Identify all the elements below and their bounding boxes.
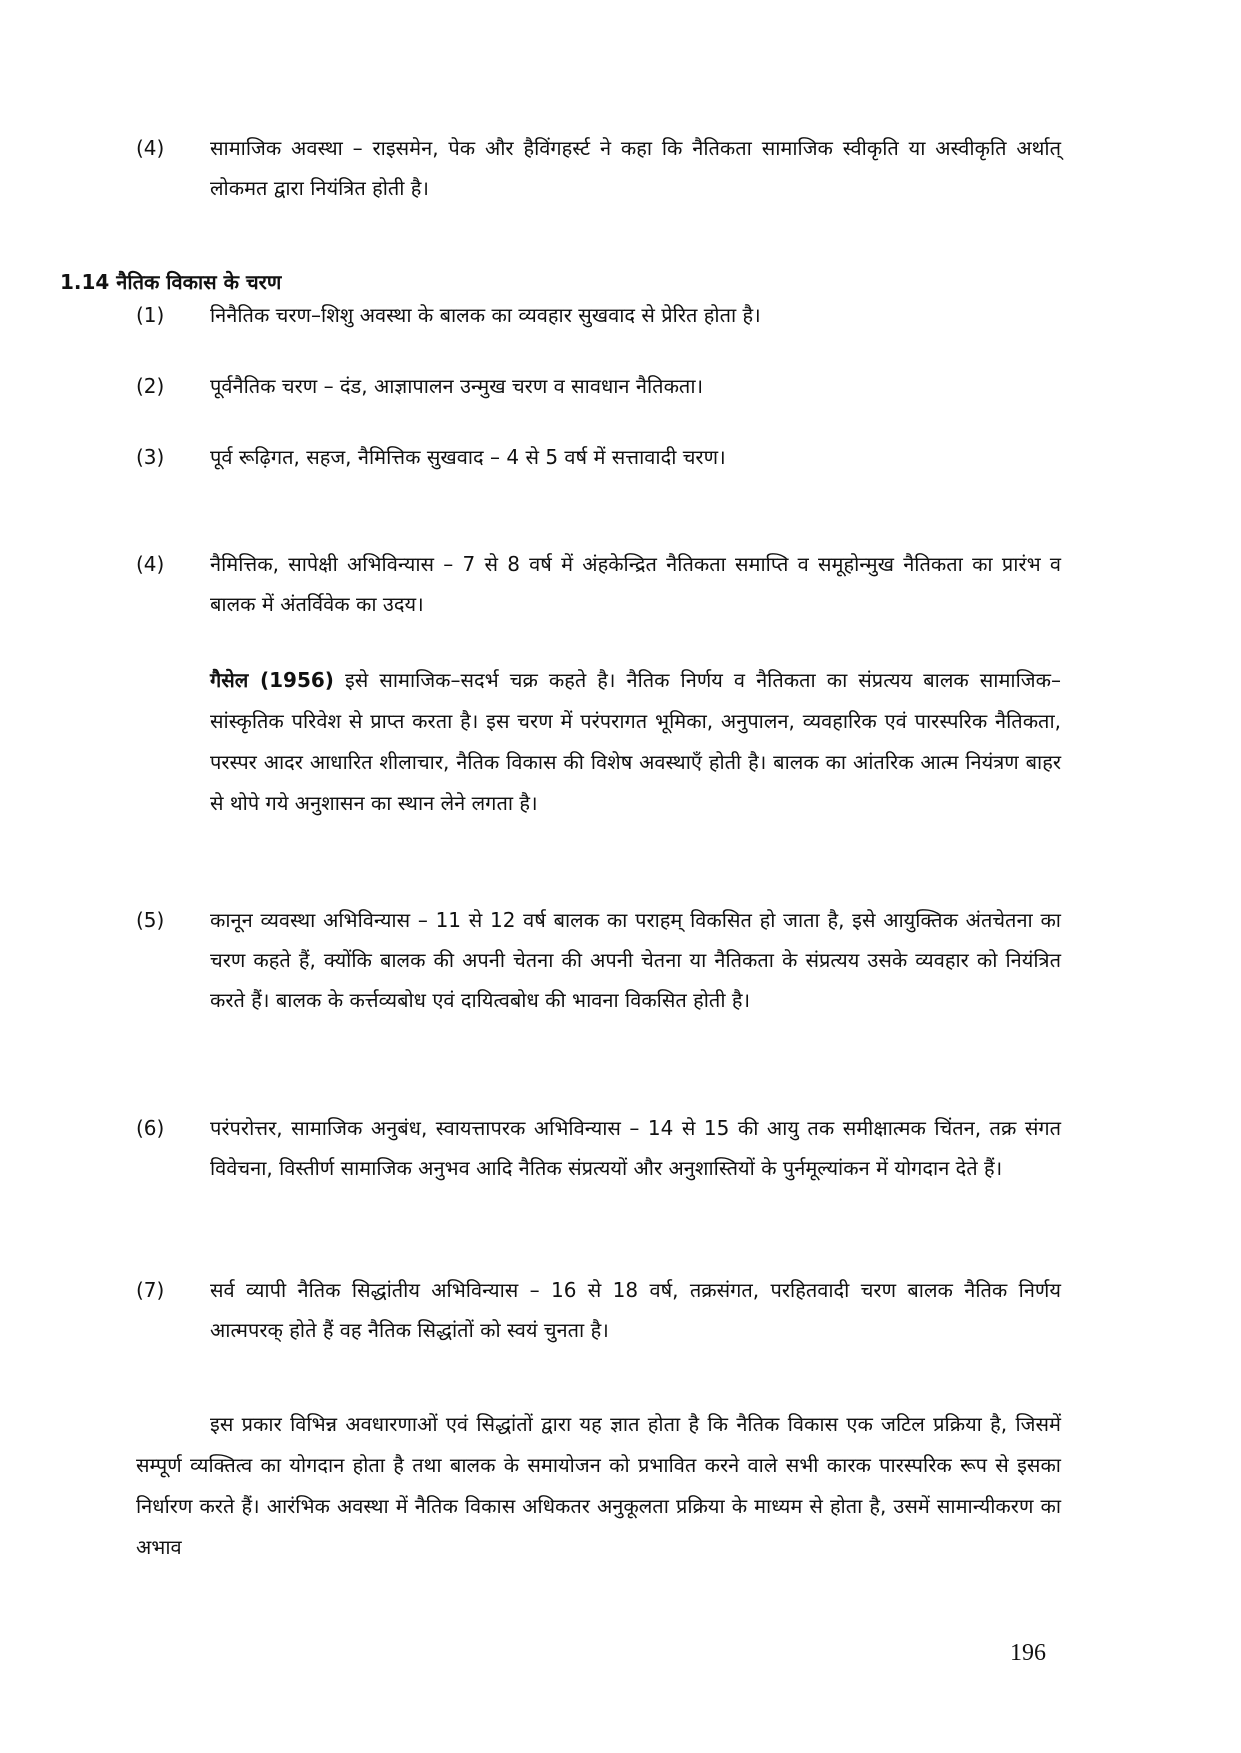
list-item-stage-7 xyxy=(136,1270,1061,1350)
list-item-stage-5 xyxy=(136,900,1061,1020)
item-number: (4) xyxy=(136,136,165,160)
gessel-note-paragraph xyxy=(210,660,1061,824)
item-text: सर्व व्यापी नैतिक सिद्धांतीय अभिविन्यास – 16 से 18 वर्ष, तक्रसंगत, परहितवादी चरण बालक नैतिक निर्णय आत्मपरक् होते हैं वह नैतिक सिद्धांतों को स्वयं चुनता है। xyxy=(210,1278,1061,1342)
item-number: (6) xyxy=(136,1116,165,1140)
item-number: (2) xyxy=(136,374,165,398)
conclusion-text: इस प्रकार विभिन्न अवधारणाओं एवं सिद्धांतों द्वारा यह ज्ञात होता है कि नैतिक विकास एक जटिल प्रक्रिया है, जिसमें सम्पूर्ण व्यक्तित्व का योगदान होता है तथा बालक के समायोजन को प्रभावित करने वाले सभी कारक पारस्परिक रूप से इसका निर्धारण करते हैं। आरंभिक अवस्था में नैतिक विकास अधिकतर अनुकूलता प्रक्रिया के माध्यम से होता है, उसमें सामान्यीकरण का अभाव xyxy=(136,1412,1061,1559)
item-text: निनैतिक चरण–शिशु अवस्था के बालक का व्यवहार सुखवाद से प्रेरित होता है। xyxy=(210,303,761,327)
item-text: कानून व्यवस्था अभिविन्यास – 11 से 12 वर्ष बालक का पराहम् विकसित हो जाता है, इसे आयुक्तिक अंतचेतना का चरण कहते हैं, क्योंकि बालक की अपनी चेतना की अपनी चेतना या नैतिकता के संप्रत्यय उसके व्यवहार को नियंत्रित करते हैं। बालक के कर्त्तव्यबोध एवं दायित्वबोध की भावना विकसित होती है। xyxy=(210,908,1061,1012)
item-text: पूर्वनैतिक चरण – दंड, आज्ञापालन उन्मुख चरण व सावधान नैतिकता। xyxy=(210,374,704,398)
item-number: (3) xyxy=(136,445,165,469)
gessel-citation: गैसेल (1956) xyxy=(210,668,334,692)
item-number: (5) xyxy=(136,908,165,932)
list-item-stage-3 xyxy=(136,437,1061,477)
conclusion-paragraph xyxy=(136,1404,1061,1568)
item-text: सामाजिक अवस्था – राइसमेन, पेक और हैविंगहर्स्ट ने कहा कि नैतिकता सामाजिक स्वीकृति या अस्वीकृति अर्थात् लोकमत द्वारा नियंत्रित होती है। xyxy=(210,136,1061,200)
list-item-stage-6 xyxy=(136,1108,1061,1188)
list-item-stage-2 xyxy=(136,366,1061,406)
list-item-social-stage xyxy=(136,128,1061,208)
page-number: 196 xyxy=(1010,1640,1046,1666)
item-text: नैमित्तिक, सापेक्षी अभिविन्यास – 7 से 8 वर्ष में अंहकेन्द्रित नैतिकता समाप्ति व समूहोन्मुख नैतिकता का प्रारंभ व बालक में अंतर्विवेक का उदय। xyxy=(210,552,1061,616)
section-heading: 1.14 नैतिक विकास के चरण xyxy=(60,270,282,294)
item-text: पूर्व रूढ़िगत, सहज, नैमित्तिक सुखवाद – 4 से 5 वर्ष में सत्तावादी चरण। xyxy=(210,445,726,469)
item-text: परंपरोत्तर, सामाजिक अनुबंध, स्वायत्तापरक अभिविन्यास – 14 से 15 की आयु तक समीक्षात्मक चिंतन, तक्र संगत विवेचना, विस्तीर्ण सामाजिक अनुभव आदि नैतिक संप्रत्ययों और अनुशास्तियों के पुर्नमूल्यांकन में योगदान देते हैं। xyxy=(210,1116,1061,1180)
gessel-note-text: इसे सामाजिक–सदर्भ चक्र कहते है। नैतिक निर्णय व नैतिकता का संप्रत्यय बालक सामाजिक–सांस्कृतिक परिवेश से प्राप्त करता है। इस चरण में परंपरागत भूमिका, अनुपालन, व्यवहारिक एवं पारस्परिक नैतिकता, परस्पर आदर आधारित शीलाचार, नैतिक विकास की विशेष अवस्थाएँ होती है। बालक का आंतरिक आत्म नियंत्रण बाहर से थोपे गये अनुशासन का स्थान लेने लगता है। xyxy=(210,668,1061,815)
list-item-stage-1 xyxy=(136,295,1061,335)
item-number: (4) xyxy=(136,552,165,576)
item-number: (7) xyxy=(136,1278,165,1302)
item-number: (1) xyxy=(136,303,165,327)
list-item-stage-4 xyxy=(136,544,1061,624)
